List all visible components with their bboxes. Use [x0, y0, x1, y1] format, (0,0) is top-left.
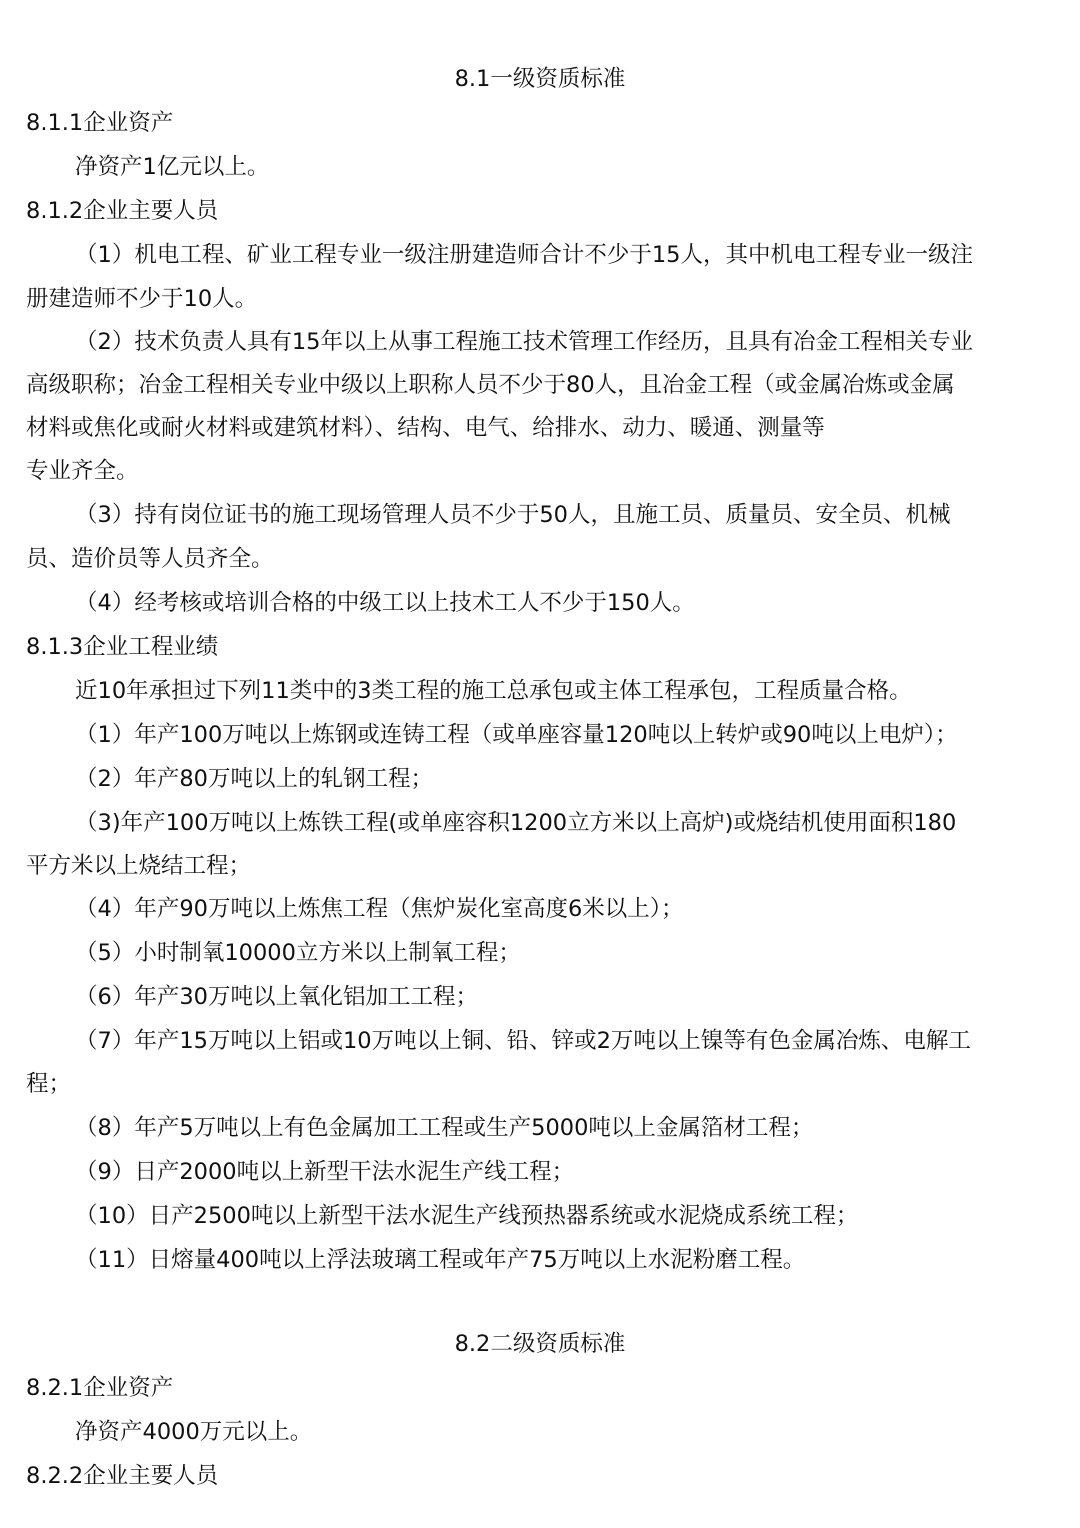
section-title-8-1: 8.1一级资质标准: [454, 66, 626, 92]
list-item: （3)年产100万吨以上炼铁工程(或单座容积1200立方米以上高炉)或烧结机使用面积180: [75, 810, 957, 836]
paragraph-line: 员、造价员等人员齐全。: [26, 546, 274, 572]
paragraph-line: （3）持有岗位证书的施工现场管理人员不少于50人，且施工员、质量员、安全员、机械: [75, 502, 951, 528]
list-item: （4）年产90万吨以上炼焦工程（焦炉炭化室高度6米以上）；: [75, 896, 684, 922]
paragraph-line: 材料或焦化或耐火材料或建筑材料）、结构、电气、给排水、动力、暖通、测量等: [26, 415, 825, 441]
paragraph-line: 近10年承担过下列11类中的3类工程的施工总承包或主体工程承包，工程质量合格。: [75, 678, 912, 704]
section-title-8-2: 8.2二级资质标准: [454, 1331, 626, 1357]
heading-8-1-1: 8.1.1企业资产: [26, 110, 174, 136]
paragraph-line: （2）技术负责人具有15年以上从事工程施工技术管理工作经历，且具有冶金工程相关专业: [75, 329, 973, 355]
heading-8-2-2: 8.2.2企业主要人员: [26, 1463, 219, 1489]
paragraph-line: 册建造师不少于10人。: [26, 286, 258, 312]
paragraph-line: 专业齐全。: [26, 458, 139, 484]
paragraph-line: （4）经考核或培训合格的中级工以上技术工人不少于150人。: [75, 590, 695, 616]
heading-8-1-3: 8.1.3企业工程业绩: [26, 634, 219, 660]
paragraph-line: 高级职称；冶金工程相关专业中级以上职称人员不少于80人，且冶金工程（或金属冶炼或金属: [26, 372, 955, 398]
list-item: （5）小时制氧10000立方米以上制氧工程；: [75, 940, 521, 966]
list-item-continuation: 平方米以上烧结工程；: [26, 853, 252, 879]
paragraph-line: （1）机电工程、矿业工程专业一级注册建造师合计不少于15人，其中机电工程专业一级注: [75, 242, 973, 268]
list-item: （10）日产2500吨以上新型干法水泥生产线预热器系统或水泥烧成系统工程；: [75, 1203, 859, 1229]
paragraph-assets: 净资产4000万元以上。: [75, 1419, 313, 1445]
list-item-continuation: 程；: [26, 1071, 72, 1097]
list-item: （7）年产15万吨以上铝或10万吨以上铜、铅、锌或2万吨以上镍等有色金属冶炼、电解工: [75, 1028, 971, 1054]
list-item: （1）年产100万吨以上炼钢或连铸工程（或单座容量120吨以上转炉或90吨以上电炉）；: [75, 722, 958, 748]
list-item: （11）日熔量400吨以上浮法玻璃工程或年产75万吨以上水泥粉磨工程。: [75, 1247, 806, 1273]
heading-8-1-2: 8.1.2企业主要人员: [26, 198, 219, 224]
list-item: （2）年产80万吨以上的轧钢工程；: [75, 766, 433, 792]
paragraph-assets: 净资产1亿元以上。: [75, 154, 270, 180]
list-item: （9）日产2000吨以上新型干法水泥生产线工程；: [75, 1159, 575, 1185]
heading-8-2-1: 8.2.1企业资产: [26, 1375, 174, 1401]
list-item: （8）年产5万吨以上有色金属加工工程或生产5000吨以上金属箔材工程；: [75, 1115, 814, 1141]
list-item: （6）年产30万吨以上氧化铝加工工程；: [75, 984, 478, 1010]
